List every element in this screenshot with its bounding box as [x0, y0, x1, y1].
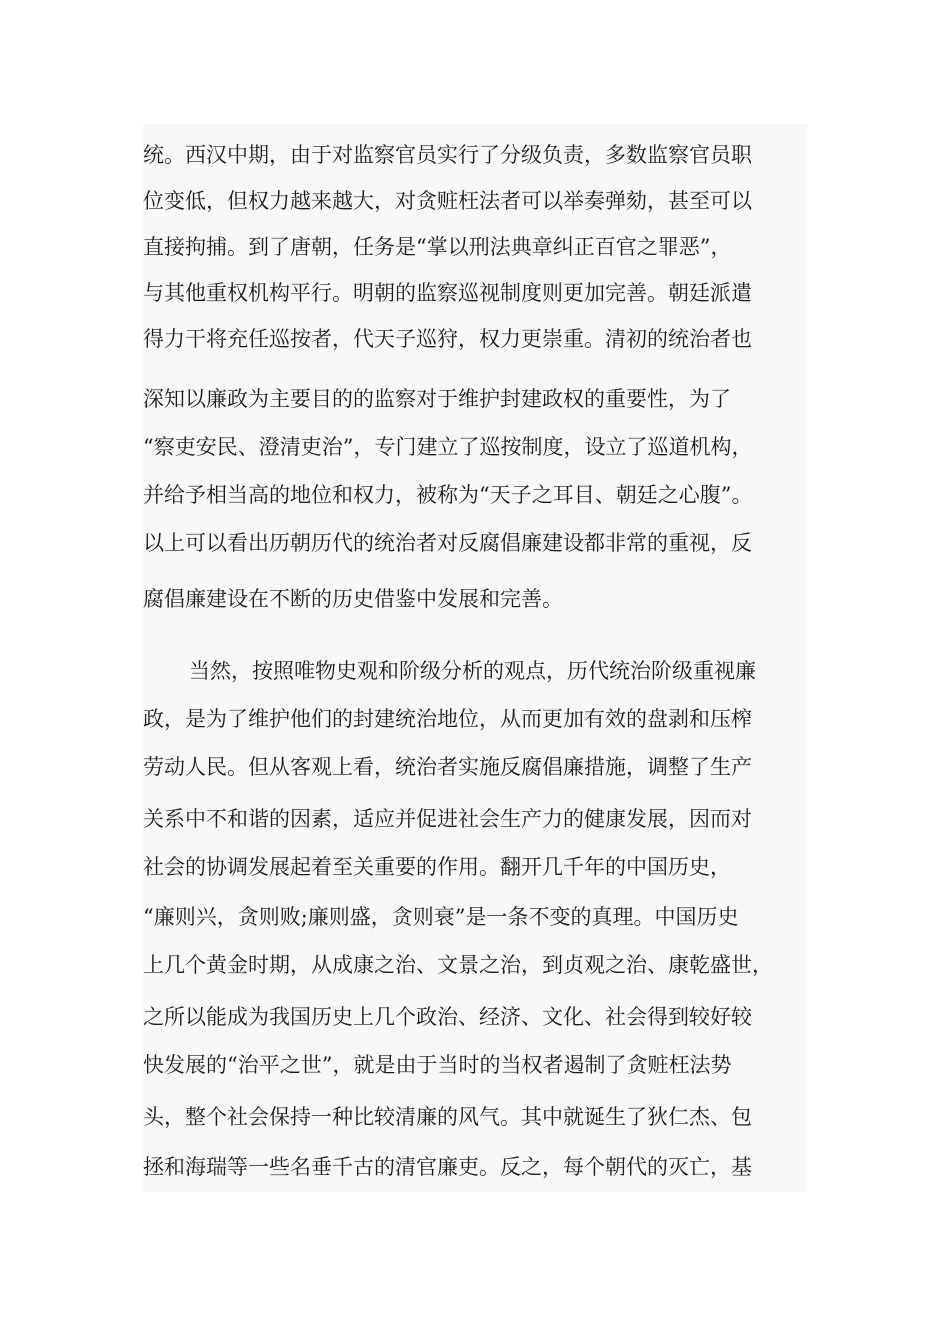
- paragraph-2-line-2: 政，是为了维护他们的封建统治地位，从而更加有效的盘剥和压榨: [143, 696, 752, 743]
- paragraph-2-line-11: 拯和海瑞等一些名垂千古的清官廉吏。反之，每个朝代的灭亡，基: [143, 1144, 752, 1191]
- paragraph-2-line-6: “廉则兴，贪则败;廉则盛，贪则衰”是一条不变的真理。中国历史: [143, 894, 739, 941]
- paragraph-1-line-3: 直接拘捕。到了唐朝，任务是“掌以刑法典章纠正百官之罪恶”，: [143, 224, 731, 271]
- paragraph-2-line-5: 社会的协调发展起着至关重要的作用。翻开几千年的中国历史，: [143, 844, 731, 891]
- paragraph-2-line-8: 之所以能成为我国历史上几个政治、经济、文化、社会得到较好较: [143, 994, 752, 1041]
- paragraph-2-line-7: 上几个黄金时期，从成康之治、文景之治，到贞观之治、康乾盛世，: [143, 942, 779, 989]
- paragraph-2-line-3: 劳动人民。但从客观上看，统治者实施反腐倡廉措施，调整了生产: [143, 744, 752, 791]
- paragraph-1-line-4: 与其他重权机构平行。明朝的监察巡视制度则更加完善。朝廷派遣: [143, 270, 752, 317]
- paragraph-2-line-4: 关系中不和谐的因素，适应并促进社会生产力的健康发展，因而对: [143, 796, 752, 843]
- paragraph-1-line-2: 位变低，但权力越来越大，对贪赃枉法者可以举奏弹劾，甚至可以: [143, 178, 752, 225]
- paragraph-1-line-9: 以上可以看出历朝历代的统治者对反腐倡廉建设都非常的重视，反: [143, 520, 752, 567]
- paragraph-1-line-1: 统。西汉中期，由于对监察官员实行了分级负责，多数监察官员职: [143, 132, 752, 179]
- document-text-block: [143, 124, 807, 1192]
- paragraph-1-line-10: 腐倡廉建设在不断的历史借鉴中发展和完善。: [143, 576, 563, 623]
- paragraph-1-line-8: 并给予相当高的地位和权力，被称为“天子之耳目、朝廷之心腹”。: [143, 472, 758, 519]
- paragraph-1-line-6: 深知以廉政为主要目的的监察对于维护封建政权的重要性，为了: [143, 376, 731, 423]
- paragraph-2-line-9: 快发展的“治平之世”，就是由于当时的当权者遏制了贪赃枉法势: [143, 1042, 731, 1089]
- paragraph-2-line-1: 当然，按照唯物史观和阶级分析的观点，历代统治阶级重视廉: [189, 648, 756, 695]
- paragraph-1-line-5: 得力干将充任巡按者，代天子巡狩，权力更崇重。清初的统治者也: [143, 316, 752, 363]
- paragraph-2-line-10: 头，整个社会保持一种比较清廉的风气。其中就诞生了狄仁杰、包: [143, 1094, 752, 1141]
- paragraph-1-line-7: “察吏安民、澄清吏治”，专门建立了巡按制度，设立了巡道机构，: [143, 424, 758, 471]
